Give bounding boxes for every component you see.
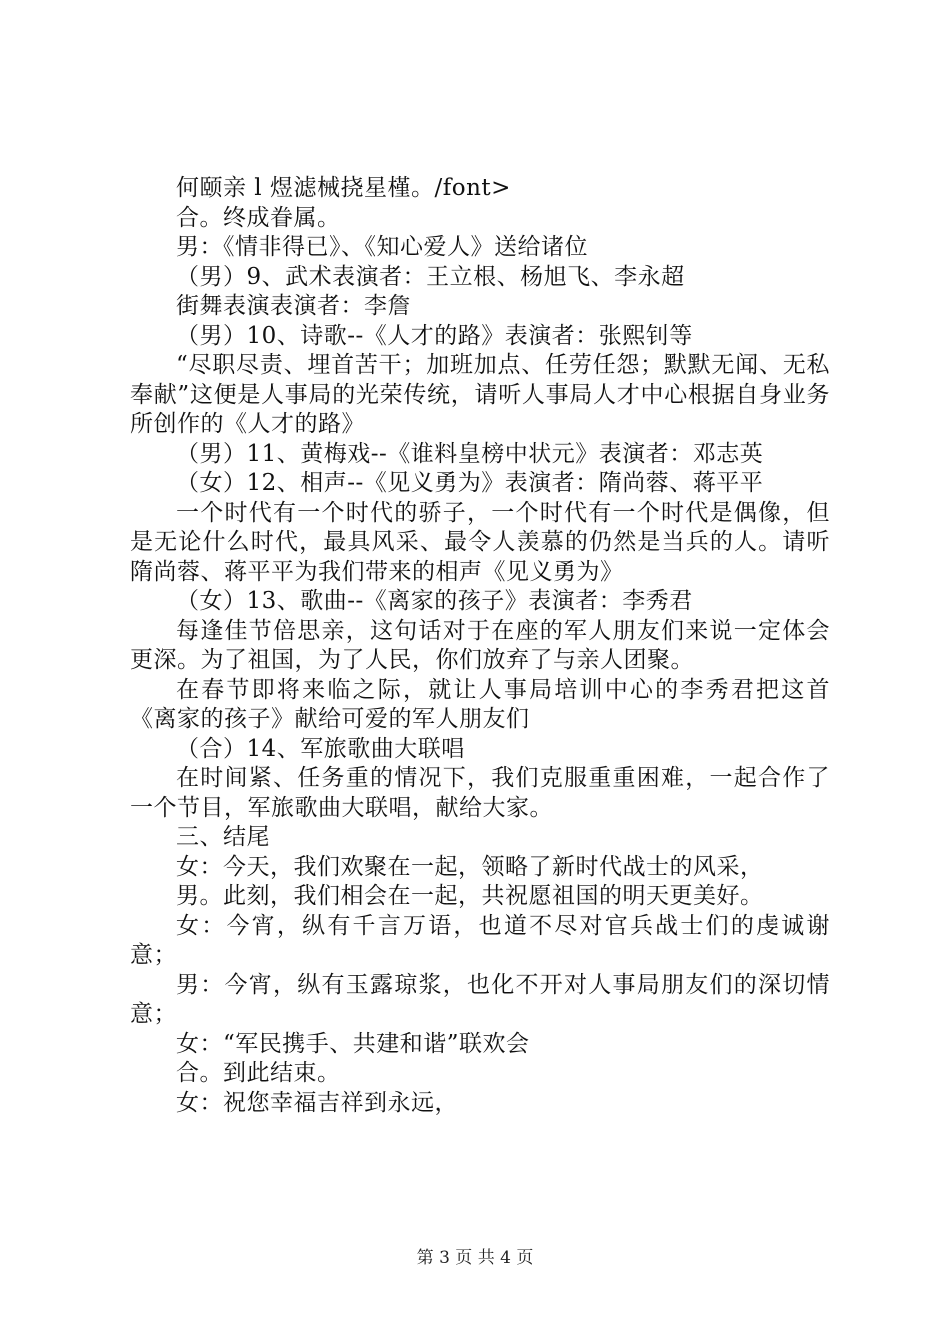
paragraph: 每逢佳节倍思亲，这句话对于在座的军人朋友们来说一定体会更深。为了祖国，为了人民，你们放弃了与亲人团聚。 [130,617,830,673]
paragraph: （合）14、军旅歌曲大联唱 [176,735,465,762]
paragraph: 在时间紧、任务重的情况下，我们克服重重困难，一起合作了一个节目，军旅歌曲大联唱，献给大家。 [130,765,830,821]
paragraph: 合。终成眷属。 [176,204,341,231]
paragraph: 男：今宵，纵有玉露琼浆，也化不开对人事局朋友们的深切情意； [130,971,830,1027]
section-heading: 三、结尾 [176,824,270,850]
paragraph: 女：“军民携手、共建和谐”联欢会 [176,1030,530,1057]
paragraph: 女：祝您幸福吉祥到永远， [176,1089,458,1116]
document-body [130,174,830,1118]
paragraph: “尽职尽责、埋首苦干；加班加点、任劳任怨；默默无闻、无私奉献”这便是人事局的光荣传统，请听人事局人才中心根据自身业务所创作的《人才的路》 [130,352,830,437]
paragraph: 男：《情非得已》、《知心爱人》送给诸位 [176,234,588,260]
paragraph: 女：今天，我们欢聚在一起，领略了新时代战士的风采， [176,853,764,880]
paragraph: （男）9、武术表演者：王立根、杨旭飞、李永超 [176,263,685,290]
paragraph: 在春节即将来临之际，就让人事局培训中心的李秀君把这首《离家的孩子》献给可爱的军人朋友们 [130,676,830,732]
paragraph: 男。此刻，我们相会在一起，共祝愿祖国的明天更美好。 [176,883,764,909]
paragraph: （男）10、诗歌--《人才的路》表演者：张熙钊等 [176,322,693,349]
paragraph: （男）11、黄梅戏--《谁料皇榜中状元》表演者：邓志英 [176,440,764,467]
paragraph: 女：今宵，纵有千言万语，也道不尽对官兵战士们的虔诚谢意； [130,912,830,968]
paragraph: （女）12、相声--《见义勇为》表演者：隋尚蓉、蒋平平 [176,470,764,496]
paragraph: 合。到此结束。 [176,1060,341,1086]
paragraph: 街舞表演表演者：李詹 [176,293,411,319]
page-number-footer: 第 3 页 共 4 页 [416,1248,534,1268]
paragraph: （女）13、歌曲--《离家的孩子》表演者：李秀君 [176,588,693,614]
paragraph: 何颐亲 l 煜滤械挠星槿。/font> [176,175,511,201]
paragraph: 一个时代有一个时代的骄子，一个时代有一个时代是偶像，但是无论什么时代，最具风采、最令人羡慕的仍然是当兵的人。请听隋尚蓉、蒋平平为我们带来的相声《见义勇为》 [130,499,830,585]
